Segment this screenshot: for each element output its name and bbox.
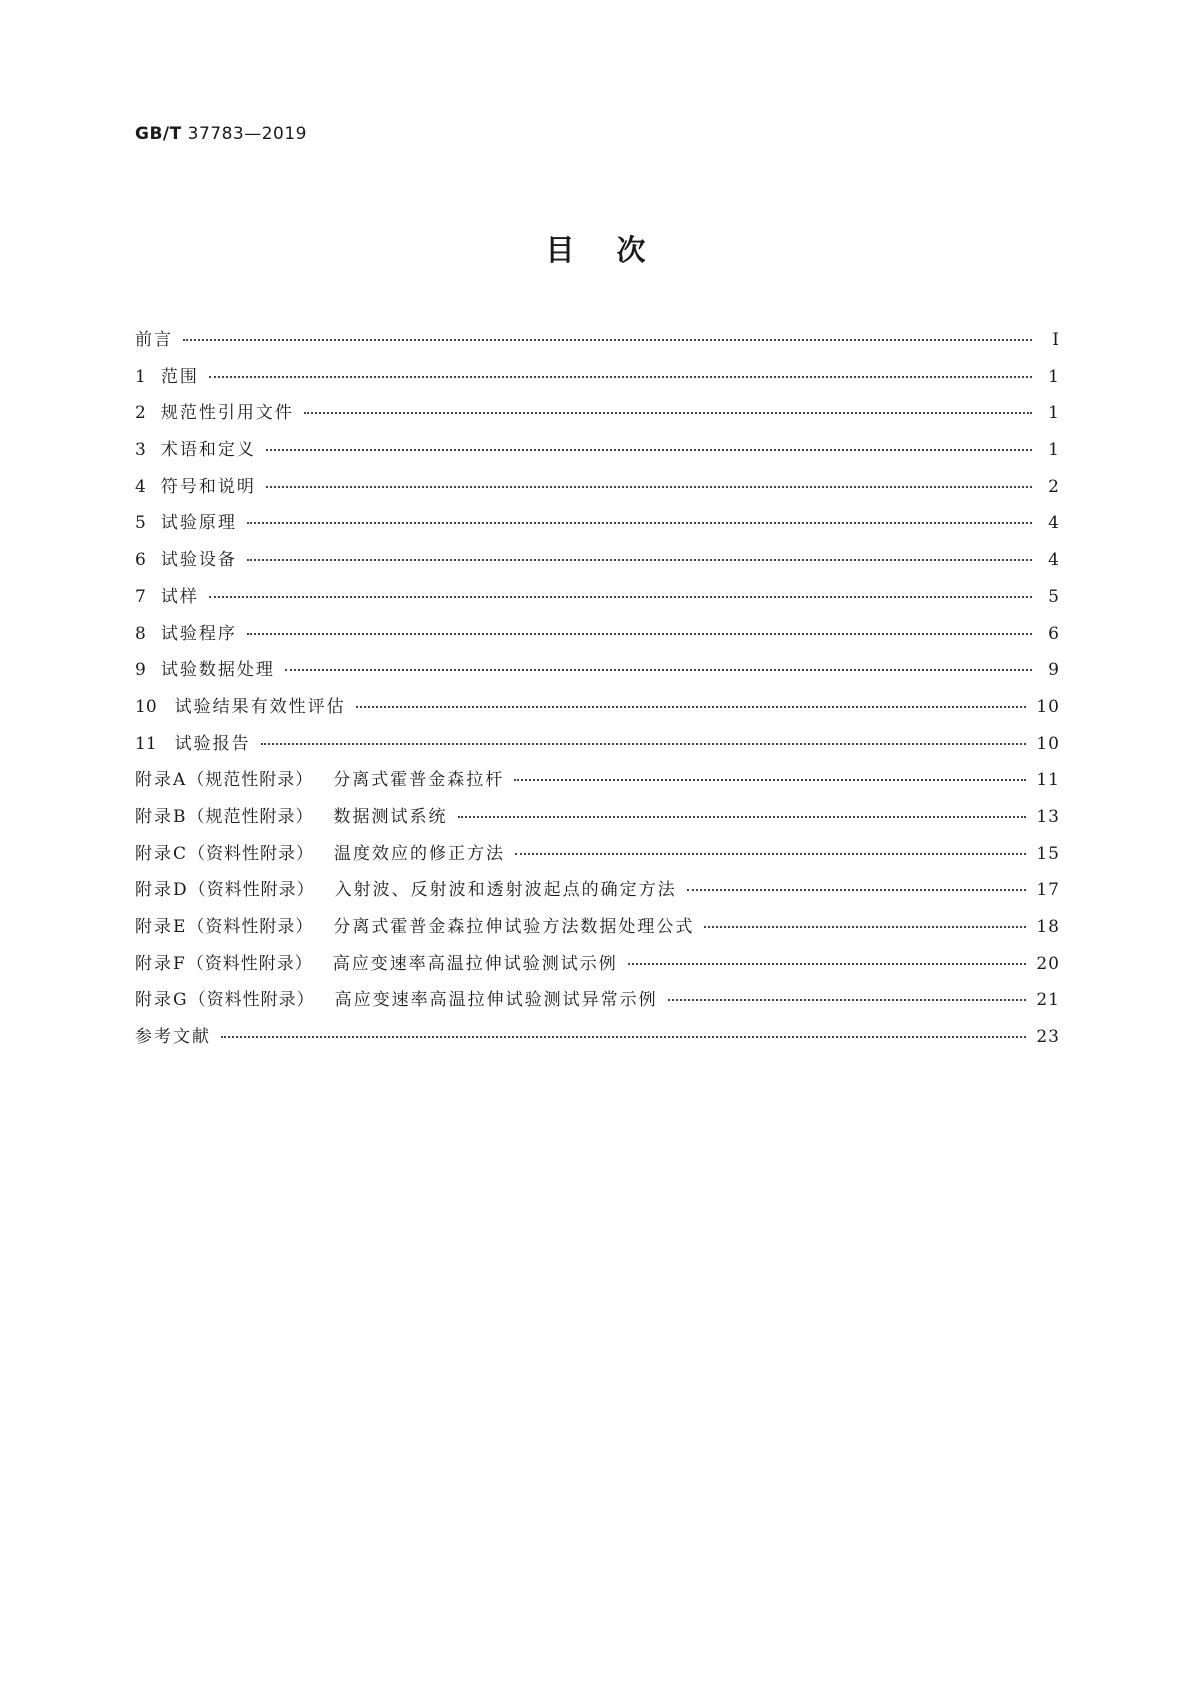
dot-leader: [209, 596, 1032, 598]
toc-entry-appendix: 附录F: [135, 953, 187, 974]
toc-entry-appendix: 附录A: [135, 770, 188, 791]
toc-entry[interactable]: [135, 729, 1060, 766]
toc-entry-page: 10: [1036, 696, 1060, 717]
toc-entry-page: 2: [1048, 476, 1060, 497]
toc-entry-appendix-type: （资料性附录）: [188, 990, 315, 1011]
toc-entry[interactable]: [135, 875, 1060, 912]
toc-entry-title: 试验程序: [160, 623, 237, 644]
standard-prefix: GB/T: [135, 124, 182, 144]
toc-entry-title: 分离式霍普金森拉伸试验方法数据处理公式: [333, 917, 695, 937]
toc-entry-label: [135, 875, 677, 900]
toc-entry-number: 4: [135, 476, 146, 497]
dot-leader: [515, 853, 1026, 855]
dot-leader: [266, 486, 1032, 488]
toc-entry-page: 15: [1036, 843, 1060, 864]
toc-entry-page: 1: [1048, 403, 1060, 424]
toc-entry-number: 10: [135, 696, 157, 717]
toc-entry-appendix-type: （规范性附录）: [187, 806, 314, 827]
toc-entry[interactable]: [135, 325, 1060, 362]
toc-entry-page: 9: [1048, 660, 1060, 681]
toc-entry-page: 20: [1036, 953, 1060, 974]
toc-entry[interactable]: [135, 472, 1060, 509]
toc-entry-number: 2: [135, 403, 146, 424]
toc-entry[interactable]: [135, 912, 1060, 949]
toc-entry[interactable]: [135, 508, 1060, 545]
toc-entry-title: 试验数据处理: [160, 660, 275, 681]
toc-entry-title: 试样: [160, 586, 199, 607]
toc-entry-appendix: 附录B: [135, 806, 188, 827]
toc-entry[interactable]: [135, 692, 1060, 729]
toc-entry-label: [135, 765, 504, 790]
toc-entry-number: 11: [135, 733, 157, 754]
toc-entry-page: 4: [1048, 513, 1060, 534]
toc-entry-appendix-type: （资料性附录）: [187, 917, 314, 937]
toc-entry-label: [135, 1022, 211, 1047]
toc-entry-number: 8: [135, 623, 146, 644]
toc-entry-label: [135, 582, 199, 607]
toc-entry[interactable]: [135, 619, 1060, 656]
toc-entry-title: 分离式霍普金森拉杆: [333, 770, 505, 791]
toc-entry-appendix-type: （规范性附录）: [187, 770, 314, 791]
toc-entry[interactable]: [135, 362, 1060, 399]
toc-entry-title: 试验报告: [174, 733, 251, 754]
dot-leader: [704, 926, 1026, 928]
toc-entry[interactable]: [135, 949, 1060, 986]
toc-entry-appendix: 附录E: [135, 917, 188, 937]
toc-entry-label: [135, 362, 199, 387]
dot-leader: [261, 743, 1027, 745]
toc-entry-label: [135, 692, 346, 717]
dot-leader: [514, 779, 1026, 781]
toc-entry-page: 5: [1048, 586, 1060, 607]
toc-entry-title: 入射波、反射波和透射波起点的确定方法: [334, 880, 677, 901]
toc-entry[interactable]: [135, 802, 1060, 839]
toc-entry-label: [135, 839, 505, 864]
toc-entry-page: Ⅰ: [1052, 330, 1060, 350]
toc-entry-label: [135, 985, 658, 1010]
toc-entry[interactable]: [135, 1022, 1060, 1059]
toc-entry-page: 17: [1036, 880, 1060, 901]
toc-entry[interactable]: [135, 398, 1060, 435]
dot-leader: [687, 889, 1027, 891]
toc-entry-title: 温度效应的修正方法: [334, 843, 506, 864]
toc-entry[interactable]: [135, 435, 1060, 472]
page-title: 目次: [545, 233, 688, 267]
toc-entry-title: 试验结果有效性评估: [174, 696, 346, 717]
dot-leader: [458, 816, 1027, 818]
toc-entry-page: 21: [1036, 990, 1060, 1011]
toc-entry-label: [135, 325, 173, 350]
toc-entry-label: [135, 802, 448, 827]
dot-leader: [628, 963, 1027, 965]
table-of-contents: [135, 325, 1060, 1059]
toc-entry-label: [135, 912, 694, 937]
toc-entry-page: 13: [1036, 806, 1060, 827]
toc-entry-title: 参考文献: [135, 1027, 211, 1048]
toc-entry-number: 7: [135, 586, 146, 607]
toc-entry-appendix: 附录D: [135, 880, 189, 901]
toc-entry-page: 6: [1048, 623, 1060, 644]
toc-entry[interactable]: [135, 985, 1060, 1022]
toc-entry-number: 6: [135, 550, 146, 571]
toc-entry-page: 1: [1048, 366, 1060, 387]
standard-code: [135, 124, 307, 144]
toc-entry-appendix-type: （资料性附录）: [188, 843, 315, 864]
toc-entry-label: [135, 619, 237, 644]
dot-leader: [183, 339, 1032, 341]
toc-entry[interactable]: [135, 545, 1060, 582]
dot-leader: [304, 412, 1032, 414]
dot-leader: [668, 999, 1027, 1001]
dot-leader: [209, 376, 1032, 378]
dot-leader: [221, 1036, 1026, 1038]
toc-entry-page: 4: [1048, 550, 1060, 571]
toc-entry-title: 试验原理: [160, 513, 237, 534]
toc-entry-label: [135, 472, 256, 497]
toc-entry-number: 9: [135, 660, 146, 681]
toc-entry-label: [135, 655, 275, 680]
standard-number: 37783—2019: [187, 124, 307, 144]
toc-entry-appendix-type: （资料性附录）: [188, 880, 315, 901]
toc-entry-label: [135, 949, 618, 974]
toc-entry-appendix-type: （资料性附录）: [186, 953, 313, 974]
toc-entry-page: 23: [1036, 1027, 1060, 1048]
toc-entry-page: 11: [1036, 770, 1060, 791]
toc-entry-title: 前言: [135, 330, 173, 350]
toc-entry[interactable]: [135, 765, 1060, 802]
toc-entry-page: 10: [1036, 733, 1060, 754]
toc-entry-appendix: 附录G: [135, 990, 189, 1011]
toc-entry[interactable]: [135, 582, 1060, 619]
dot-leader: [247, 633, 1032, 635]
dot-leader: [247, 559, 1032, 561]
dot-leader: [247, 522, 1032, 524]
toc-entry-label: [135, 729, 251, 754]
toc-entry-title: 数据测试系统: [333, 806, 448, 827]
toc-entry-title: 规范性引用文件: [160, 403, 294, 424]
toc-entry[interactable]: [135, 839, 1060, 876]
toc-entry[interactable]: [135, 655, 1060, 692]
toc-entry-title: 符号和说明: [160, 476, 256, 497]
toc-entry-title: 范围: [160, 366, 199, 387]
toc-entry-page: 18: [1036, 917, 1060, 937]
toc-entry-label: [135, 435, 256, 460]
toc-entry-title: 术语和定义: [160, 440, 256, 461]
toc-entry-label: [135, 398, 294, 423]
dot-leader: [285, 669, 1032, 671]
dot-leader: [356, 706, 1027, 708]
toc-entry-number: 3: [135, 440, 146, 461]
toc-entry-title: 高应变速率高温拉伸试验测试异常示例: [334, 990, 658, 1011]
toc-entry-label: [135, 508, 237, 533]
dot-leader: [266, 449, 1032, 451]
toc-entry-appendix: 附录C: [135, 843, 189, 864]
toc-entry-title: 试验设备: [160, 550, 237, 571]
toc-entry-page: 1: [1048, 440, 1060, 461]
toc-entry-number: 5: [135, 513, 146, 534]
toc-entry-title: 高应变速率高温拉伸试验测试示例: [332, 953, 618, 974]
toc-entry-number: 1: [135, 366, 146, 387]
toc-entry-label: [135, 545, 237, 570]
